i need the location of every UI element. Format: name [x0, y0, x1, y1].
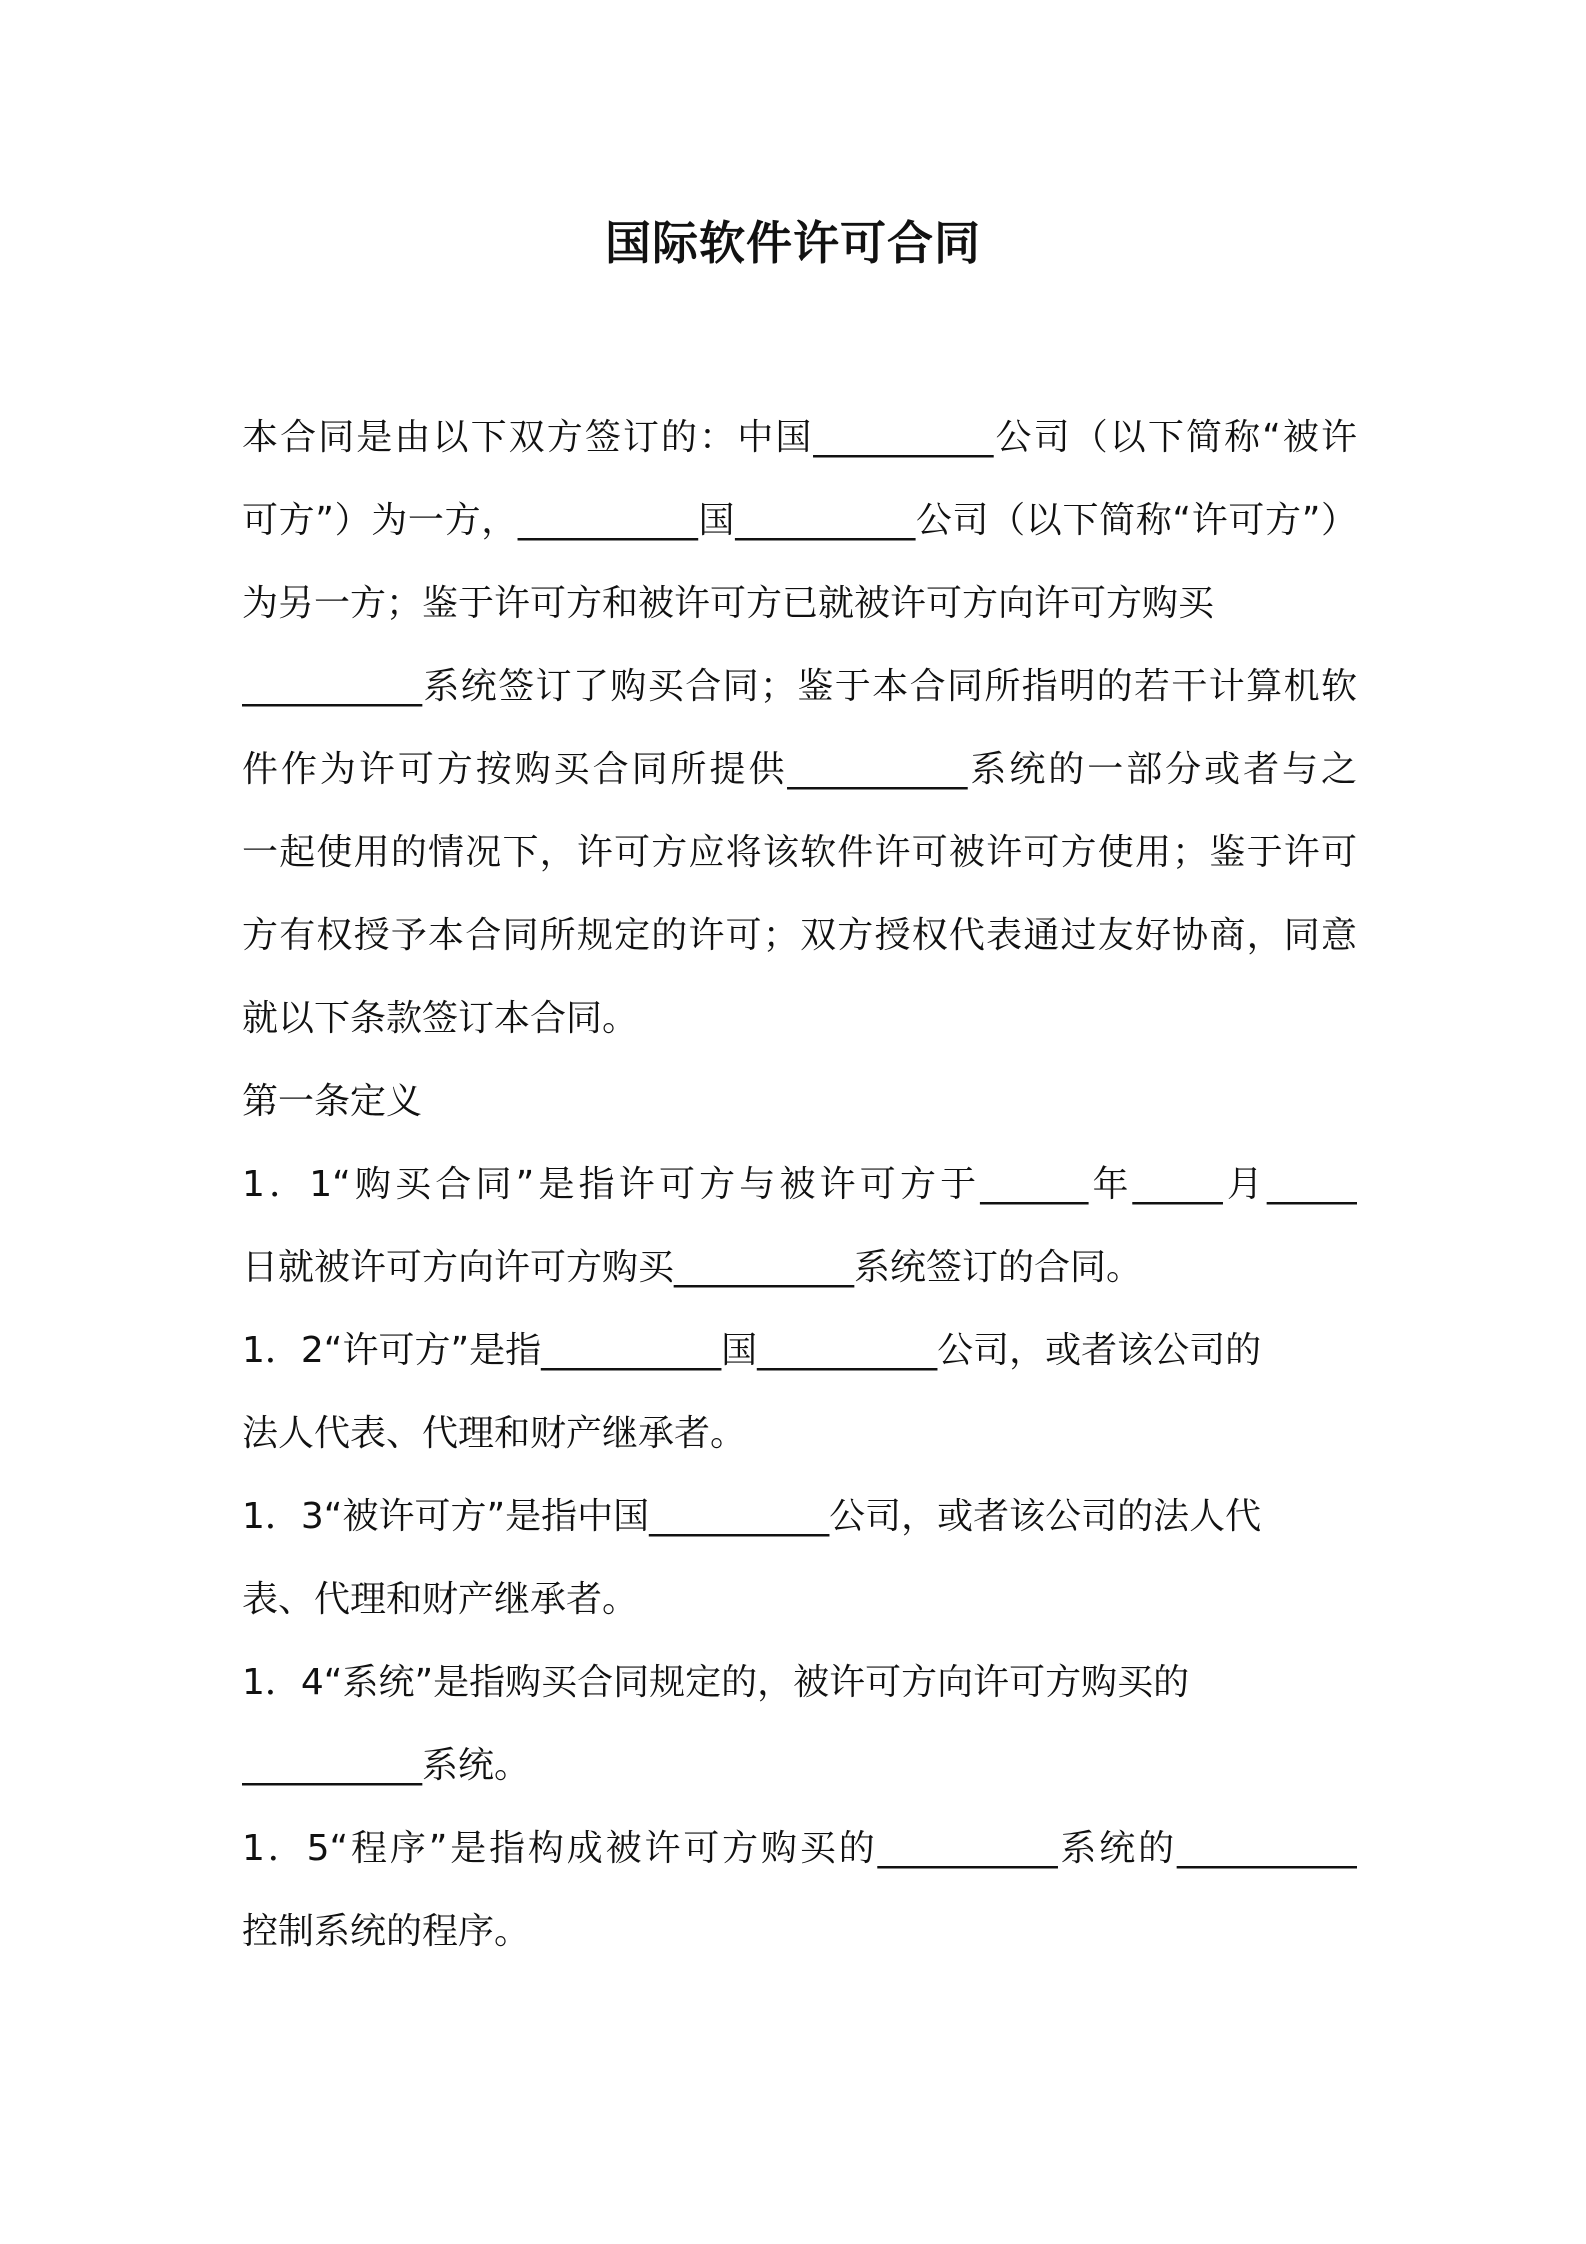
text-line: 就以下条款签订本合同。: [242, 998, 639, 1039]
text-line: __________系统。: [242, 1745, 531, 1786]
text-line: __________系统签订了购买合同；鉴于本合同所指明的若干计算机软: [242, 666, 1357, 707]
text-line: 1．4“系统”是指购买合同规定的，被许可方向许可方购买的: [242, 1662, 1190, 1703]
text-line: 可方”）为一方，__________国__________公司（以下简称“许可方”）: [242, 500, 1357, 541]
text-line: 控制系统的程序。: [242, 1911, 531, 1952]
document-title: 国际软件许可合同: [605, 216, 981, 270]
text-line: 1．3“被许可方”是指中国__________公司，或者该公司的法人代: [242, 1496, 1262, 1537]
text-line: 法人代表、代理和财产继承者。: [242, 1413, 747, 1454]
text-line: 一起使用的情况下，许可方应将该软件许可被许可方使用；鉴于许可: [242, 832, 1357, 873]
text-line: 1．5“程序”是指构成被许可方购买的__________系统的__________: [242, 1828, 1357, 1869]
text-line: 为另一方；鉴于许可方和被许可方已就被许可方向许可方购买: [242, 583, 1215, 624]
text-line: 1．1“购买合同”是指许可方与被许可方于______年_____月_____: [242, 1164, 1357, 1205]
text-line: 方有权授予本合同所规定的许可；双方授权代表通过友好协商，同意: [242, 915, 1357, 956]
text-line: 本合同是由以下双方签订的：中国__________公司（以下简称“被许: [242, 417, 1357, 458]
text-line: 1．2“许可方”是指__________国__________公司，或者该公司的: [242, 1330, 1262, 1371]
text-line: 日就被许可方向许可方购买__________系统签订的合同。: [242, 1247, 1143, 1288]
text-line: 表、代理和财产继承者。: [242, 1579, 639, 1620]
text-line: 件作为许可方按购买合同所提供__________系统的一部分或者与之: [242, 749, 1357, 790]
section-heading: 第一条定义: [242, 1081, 423, 1122]
